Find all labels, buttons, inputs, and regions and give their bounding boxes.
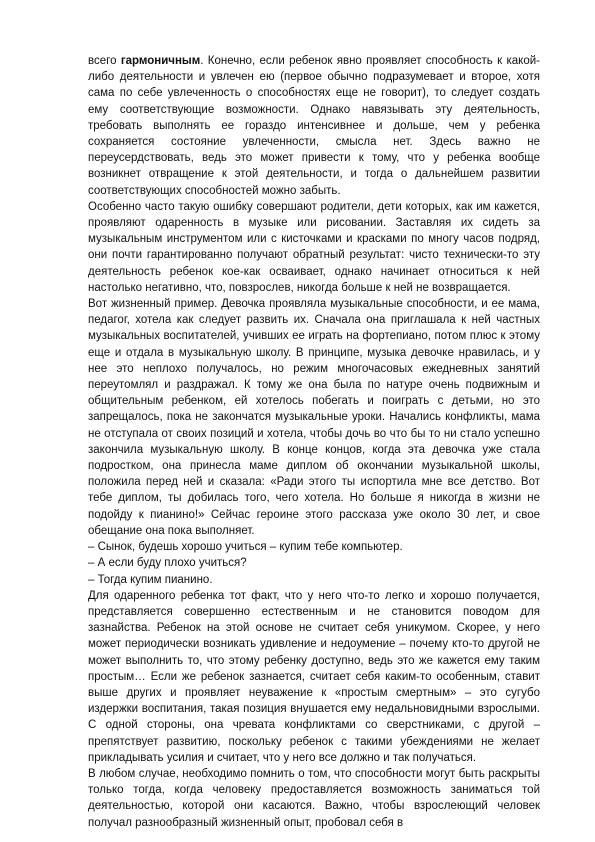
document-page [88,53,540,831]
paragraph-1-lead: всего [88,55,121,67]
dialogue-line-1: – Сынок, будешь хорошо учиться – купим тебе компьютер. [88,541,403,554]
paragraph-4: Для одаренного ребенка тот факт, что у него что-то легко и хорошо получается, представляется совершенно естественным и не становится поводом для зазнайства. Ребенок на этой основе не считает себя уникумом. Скорее, у него может периодически возникать удивление и недоумение – почему кто-то другой не может выполнить то, что этому ребенку доступно, ведь это же кажется ему таким простым… Если же ребенок зазнается, считает себя каким-то особенным, ставит выше других и проявляет неуважение к «простым смертным» – это сугубо издержки воспитания, такая позиция внушается ему недальновидными взрослыми. С одной стороны, она чревата конфликтами со сверстниками, с другой – препятствует развитию, поскольку ребенок с такими убеждениями не желает прикладывать усилия и считает, что у него все должно и так получаться. [88,589,540,764]
dialogue-line-3: – Тогда купим пианино. [88,573,213,586]
paragraph-1 [88,53,540,199]
paragraph-1-rest: . Конечно, если ребенок явно проявляет способность к какой-либо деятельности и увлечен ею (первое обычно подразумевает и второе, хотя сама по себе увлеченность о способностях еще не говорит), то следует создать ему соответствующие возможности. Однако навязывать эту деятельность, требовать выполнять ее гораздо интенсивнее и дольше, чем у ребенка сохраняется состояние увлеченности, смысла нет. Здесь важно не переусердствовать, ведь это может привести к тому, что у ребенка вообще возникнет отвращение к этой деятельности, и тогда о дальнейшем развитии соответствующих способностей можно забыть. [88,55,540,197]
paragraph-3: Вот жизненный пример. Девочка проявляла музыкальные способности, и ее мама, педагог, хотела как следует развить их. Сначала она приглашала к ней частных музыкальных воспитателей, учивших ее играть на фортепиано, потом плюс к этому еще и отдала в музыкальную школу. В принципе, музыка девочке нравилась, и у нее это неплохо получалось, но режим многочасовых ежедневных занятий переутомлял и раздражал. К тому же она была по натуре очень подвижным и общительным ребенком, ей хотелось побегать и поиграть с детьми, но это запрещалось, пока не закончатся музыкальные уроки. Начались конфликты, мама не отступала от своих позиций и хотела, чтобы дочь во что бы то ни стало успешно закончила музыкальную школу. В конце концов, когда эта девочка уже стала подростком, она принесла маме диплом об окончании музыкальной школы, положила перед ней и сказала: «Ради этого ты испортила мне все детство. Вот тебе диплом, ты добилась того, чего хотела. Но больше я никогда в жизни не подойду к пианино!» Сейчас героине этого рассказа уже около 30 лет, и свое обещание она пока выполняет. [88,298,540,537]
dialogue-line-2: – А если буду плохо учиться? [88,557,247,570]
paragraph-5: В любом случае, необходимо помнить о том, что способности могут быть раскрыты только тогда, когда человеку предоставляется возможность заниматься той деятельностью, которой они касаются. Важно, чтобы взрослеющий человек получал разнообразный жизненный опыт, пробовал себя в [88,767,540,829]
paragraph-2: Особенно часто такую ошибку совершают родители, дети которых, как им кажется, проявляют одаренность в музыке или рисовании. Заставляя их сидеть за музыкальным инструментом или с кисточками и красками по многу часов подряд, они почти гарантированно получают обратный результат: чисто технически-то эту деятельность ребенок кое-как осваивает, однако начинает относиться к ней настолько негативно, что, повзрослев, никогда больше к ней не возвращается. [88,200,540,294]
bold-term: гармоничным [120,55,201,67]
